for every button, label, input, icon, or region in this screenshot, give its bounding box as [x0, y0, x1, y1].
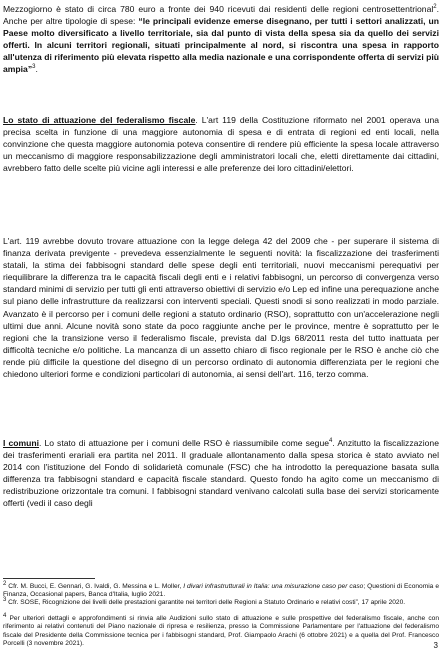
p1-end: .	[35, 64, 38, 75]
footnote-ref-2[interactable]: 2	[433, 4, 437, 11]
heading-comuni: I comuni	[3, 438, 39, 448]
footnote-ref-4[interactable]: 4	[329, 438, 333, 445]
footnote-separator	[3, 578, 95, 579]
paragraph-federalismo	[3, 114, 439, 174]
paragraph-art-119	[3, 235, 439, 380]
footnote-4-text: Per ulteriori dettagli e approfondimenti si rinvia alle Audizioni sullo stato di attuazione e sulle prospettive del federalismo fiscale, anche con riferimento ai relativi contenuti del Piano nazionale di ripresa e resilienza, presso la Commissione Parlamentare per l'attuazione del federalismo fiscale del Presidente della Commissione tecnica per i fabbisogni standard, Prof. Giampaolo Arachi (6 ottobre 2021) e a quella del Prof. Francesco Porcelli (3 novembre 2021).	[3, 615, 439, 647]
footnote-4	[3, 612, 439, 648]
p1-text-2: . Anche per altre tipologie di spese:	[3, 4, 439, 27]
p1-text: Mezzogiorno è stato di circa 780 euro a fronte dei 940 ricevuti dai residenti delle regioni centrosettentrional	[3, 4, 434, 14]
footnote-4-number: 4	[3, 612, 7, 619]
footnote-3-number: 3	[3, 596, 7, 603]
footnote-2	[3, 580, 439, 600]
paragraph-spending-gap	[3, 3, 439, 76]
p4-text-2: . Anzitutto la fiscalizzazione dei trasferimenti erariali era partita nel 2011. Il graduale allontanamento dalla spesa storica è stato avviato nel 2014 con l'istituzione del Fondo di solidarietà comunale (FSC) che ha introdotto la perequazione basata sulla differenza tra fabbisogni standard e capacità fiscale standard. Questo fondo ha agito come un meccanismo di redistribuzione orizzontale tra comuni. I fabbisogni standard venivano calcolati sulla base dei servizi storicamente offerti (vedi il caso degli	[3, 438, 439, 509]
footnote-3	[3, 596, 439, 607]
footnote-3-text: Cfr. SOSE, Ricognizione dei livelli delle prestazioni garantite nei territori delle Regioni a Statuto Ordinario e relativi costi”, 17 aprile 2020.	[6, 599, 406, 606]
page-number: 3	[433, 641, 438, 650]
heading-federalismo: Lo stato di attuazione del federalismo fiscale	[3, 115, 196, 125]
paragraph-comuni	[3, 437, 439, 510]
footnote-2-text-b: ; Questioni di Economia e Finanza, Occasional papers, Banca d'Italia, luglio 2021.	[3, 583, 439, 599]
footnote-ref-3[interactable]: 3	[32, 64, 36, 71]
p1-quote: “le principali evidenze emerse disegnano, per tutti i settori analizzati, un Paese molto diversificato a livello territoriale, sia dal punto di vista della spesa sia da quello dei servizi offerti. In alcuni territori regionali, situati principalmente al nord, si riscontra una spesa in rapporto all'utenza di riferimento più elevata rispetto alla media nazionale e una corrispondente offerta di servizi più ampia”	[3, 16, 439, 75]
footnote-2-text-a: Cfr. M. Bucci, E. Gennari, G. Ivaldi, G. Messina e L. Moller,	[6, 583, 184, 590]
footnote-2-title: I divari infrastrutturali in Italia: una misurazione caso per caso	[183, 583, 364, 590]
p3-text: L'art. 119 avrebbe dovuto trovare attuazione con la legge delega 42 del 2009 che - per superare il sistema di finanza derivata previgente - prevedeva essenzialmente le seguenti novità: la fiscalizzazione dei trasferimenti statali, la stima dei fabbisogni standard delle spese degli enti territoriali, nuovi meccanismi perequativi per riequilibrare la differenza tra le capacità fiscali degli enti e i relativi fabbisogni, un percorso di convergenza verso standard minimi di servizio per tutti gli enti attraverso obiettivi di servizio e/o Lep ed infine una perequazione anche sul piano delle infrastrutture da realizzarsi con interventi speciali. Questi snodi si sono realizzati in modo parziale. Avanzato è il percorso per i comuni delle regioni a statuto ordinario (RSO), soprattutto con un'accelerazione negli ultimi due anni. Alcune novità sono state da poco raggiunte anche per le province, mentre è soprattutto per le regioni che la transizione verso il federalismo fiscale, prevista dal D.lgs 68/2011 resta del tutto inattuata per difficoltà tecniche e/o politiche. La mancanza di un assetto chiaro di fisco regionale per le RSO è anche ciò che rende più difficile la questione del disegno di un percorso ordinato di autonomia differenziata per le regioni che chiedono ulteriori forme e condizioni particolari di autonomia, ai sensi dell'art. 116, terzo comma.	[3, 236, 439, 380]
footnote-2-number: 2	[3, 580, 7, 587]
p4-text: . Lo stato di attuazione per i comuni delle RSO è riassumibile come segue	[39, 438, 330, 448]
p2-text: . L'art 119 della Costituzione riformato nel 2001 operava una precisa scelta in funzione di una maggiore autonomia di spesa e di entrata di regioni ed enti locali, nella convinzione che questa maggiore autonomia poteva consentire di rendere più efficiente la spesa locale attraverso un meccanismo di maggiore responsabilizzazione degli amministratori locali che, eletti direttamente dai cittadini, avrebbero fatto delle scelte più vicine agli interessi e alle preferenze dei loro cittadini/elettori.	[3, 115, 440, 174]
